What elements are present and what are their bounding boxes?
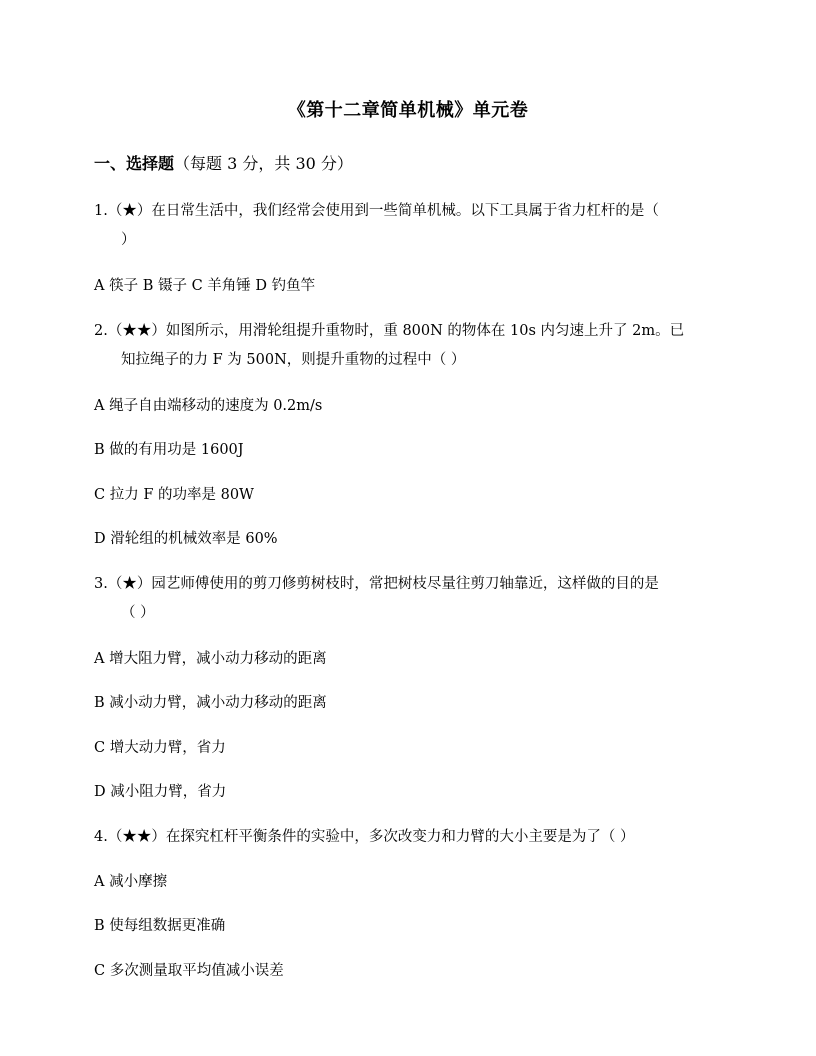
question-1-options: A 筷子 B 镊子 C 羊角锤 D 钓鱼竿 — [94, 278, 316, 294]
question-4-stem: 4.（★★）在探究杠杆平衡条件的实验中，多次改变力和力臂的大小主要是为了（ ） — [94, 829, 635, 845]
question-4-option-b: B 使每组数据更准确 — [94, 918, 226, 934]
question-1-stem-line1: 1.（★）在日常生活中，我们经常会使用到一些简单机械。以下工具属于省力杠杆的是（ — [94, 203, 659, 219]
question-1-stem-line2: ） — [121, 232, 136, 248]
section-heading — [94, 151, 353, 174]
question-2-option-b: B 做的有用功是 1600J — [94, 442, 244, 458]
question-3-option-a: A 增大阻力臂，减小动力移动的距离 — [94, 651, 327, 667]
section-heading-note: （每题 3 分，共 30 分） — [174, 154, 353, 173]
question-2-option-a: A 绳子自由端移动的速度为 0.2m/s — [94, 398, 323, 414]
question-3-stem-line1: 3.（★）园艺师傅使用的剪刀修剪树枝时，常把树枝尽量往剪刀轴靠近，这样做的目的是 — [94, 576, 659, 592]
question-3-stem-line2: （ ） — [121, 605, 155, 621]
question-2-stem-line1: 2.（★★）如图所示，用滑轮组提升重物时，重 800N 的物体在 10s 内匀速上升了 2m。已 — [94, 323, 685, 339]
question-3-option-d: D 减小阻力臂，省力 — [94, 784, 227, 800]
question-4-option-a: A 减小摩擦 — [94, 874, 168, 890]
question-3-option-c: C 增大动力臂，省力 — [94, 740, 226, 756]
question-4-option-c: C 多次测量取平均值减小误差 — [94, 963, 284, 979]
question-2-option-d: D 滑轮组的机械效率是 60% — [94, 531, 278, 547]
question-3-option-b: B 减小动力臂，减小动力移动的距离 — [94, 695, 327, 711]
question-2-option-c: C 拉力 F 的功率是 80W — [94, 487, 254, 503]
question-2-stem-line2: 知拉绳子的力 F 为 500N，则提升重物的过程中（ ） — [121, 352, 466, 368]
document-title: 《第十二章简单机械》单元卷 — [287, 100, 529, 121]
section-heading-label: 一、选择题 — [94, 154, 175, 173]
